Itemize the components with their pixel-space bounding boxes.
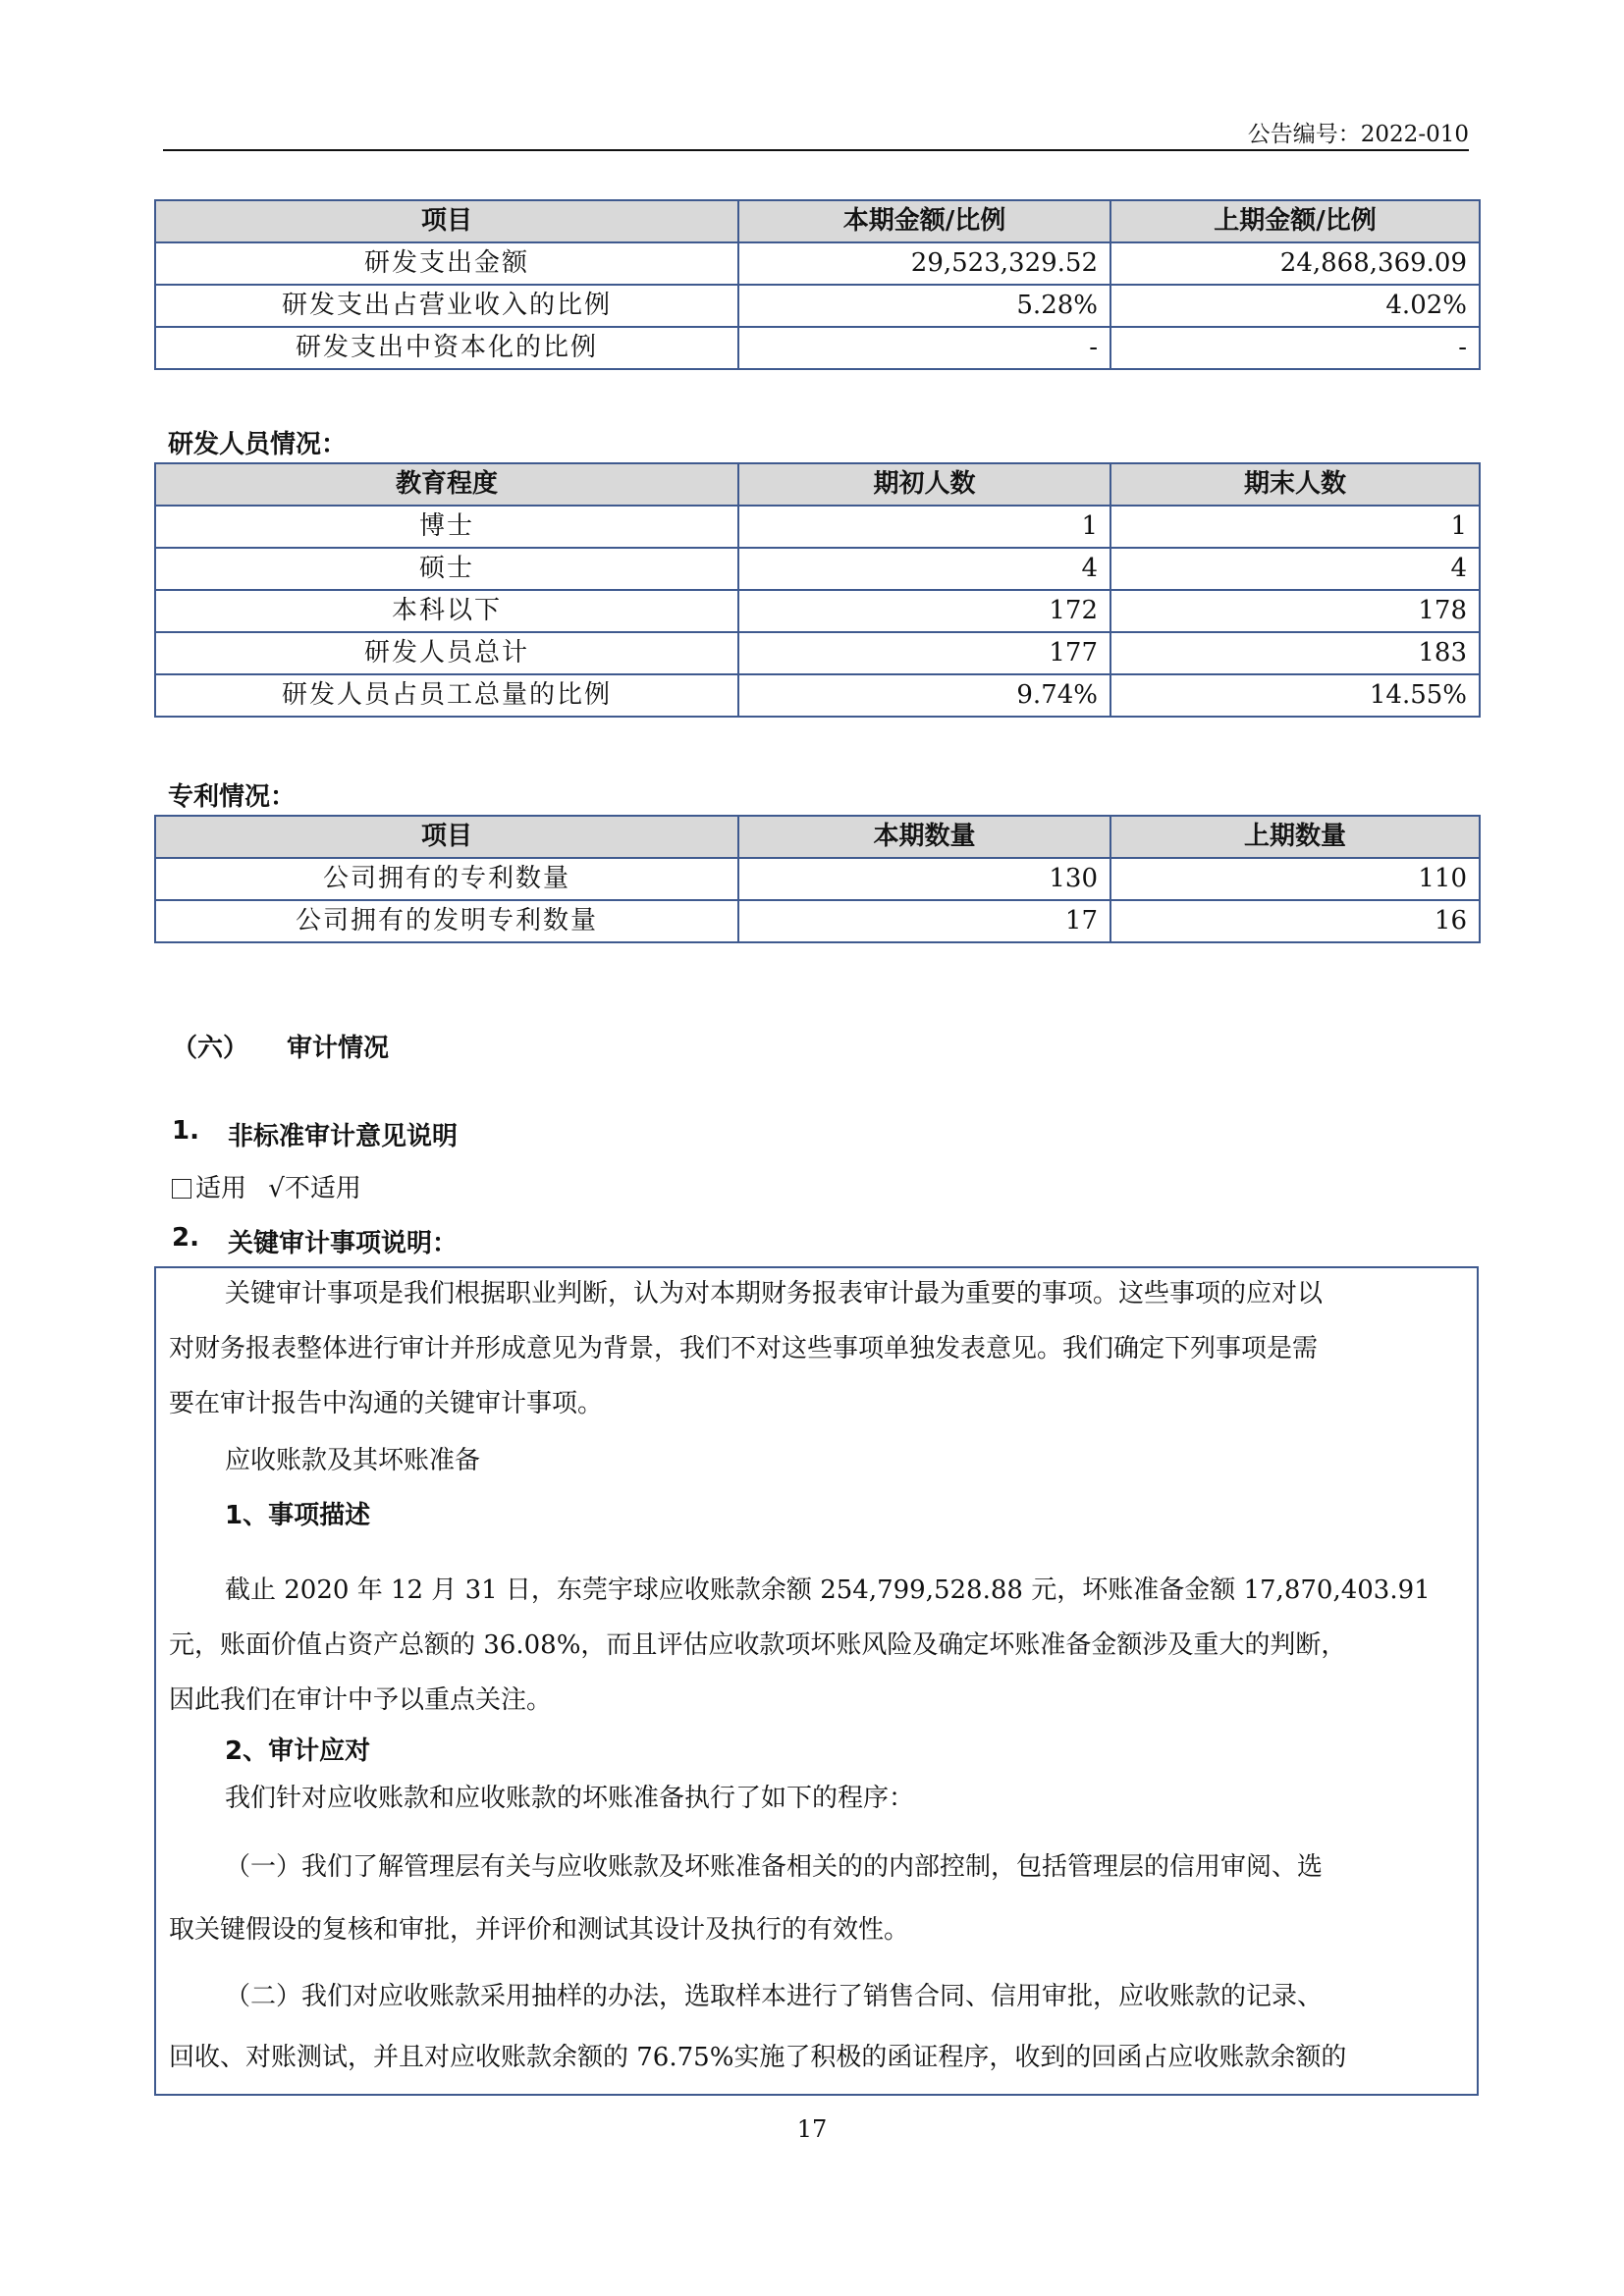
column-header: 期末人数 [1110, 463, 1480, 506]
header-divider [163, 149, 1469, 151]
item2-title: 关键审计事项说明： [228, 1229, 459, 1258]
applicable-label: 适用 [195, 1174, 247, 1203]
applicability-options [172, 1168, 361, 1204]
key-audit-intro [169, 1266, 1468, 1543]
text-line: 因此我们在审计中予以重点关注。 [169, 1685, 553, 1715]
opening-count: 1 [738, 506, 1110, 548]
table-header-row [155, 200, 1480, 242]
closing-count: 178 [1110, 590, 1480, 632]
row-label: 研发支出金额 [155, 242, 738, 285]
rd-expense-table [154, 199, 1481, 370]
current-value: 5.28% [738, 285, 1110, 327]
column-header: 期初人数 [738, 463, 1110, 506]
prior-value: - [1110, 327, 1480, 369]
current-count: 130 [738, 858, 1110, 900]
table-row [155, 242, 1480, 285]
patents-table [154, 815, 1481, 943]
current-count: 17 [738, 900, 1110, 942]
column-header: 上期数量 [1110, 816, 1480, 858]
opening-count: 4 [738, 548, 1110, 590]
column-header: 本期金额/比例 [738, 200, 1110, 242]
prior-count: 110 [1110, 858, 1480, 900]
subheading-description: 1、事项描述 [225, 1501, 371, 1530]
closing-count: 4 [1110, 548, 1480, 590]
column-header: 项目 [155, 200, 738, 242]
announcement-number: 公告编号：2022-010 [1247, 122, 1469, 147]
row-label: 研发支出占营业收入的比例 [155, 285, 738, 327]
text-line: 要在审计报告中沟通的关键审计事项。 [169, 1389, 604, 1418]
text-line: （二）我们对应收账款采用抽样的办法，选取样本进行了销售合同、信用审批，应收账款的记录、 [225, 1982, 1324, 2011]
row-label: 本科以下 [155, 590, 738, 632]
row-label: 公司拥有的发明专利数量 [155, 900, 738, 942]
procedure-2 [169, 1969, 1468, 2085]
table-row [155, 327, 1480, 369]
text-line: 元，账面价值占资产总额的 36.08%，而且评估应收款项坏账风险及确定坏账准备金额涉及重大的判断， [169, 1630, 1347, 1660]
row-label: 研发人员占员工总量的比例 [155, 674, 738, 717]
page-number: 17 [796, 2115, 828, 2143]
section-title: 审计情况 [287, 1034, 390, 1063]
table-row [155, 548, 1480, 590]
column-header: 教育程度 [155, 463, 738, 506]
opening-count: 177 [738, 632, 1110, 674]
checkbox-icon [172, 1179, 191, 1199]
prior-count: 16 [1110, 900, 1480, 942]
section-number: （六） [172, 1034, 249, 1063]
text-line: （一）我们了解管理层有关与应收账款及坏账准备相关的的内部控制，包括管理层的信用审阅、选 [225, 1852, 1324, 1882]
text-line: 截止 2020 年 12 月 31 日，东莞宇球应收账款余额 254,799,528.88 元，坏账准备金额 17,870,403.91 [225, 1575, 1431, 1605]
not-applicable-label: √不适用 [268, 1174, 361, 1203]
column-header: 上期金额/比例 [1110, 200, 1480, 242]
text-line: 回收、对账测试，并且对应收账款余额的 76.75%实施了积极的函证程序，收到的回函占应收账款余额的 [169, 2043, 1347, 2072]
text-line: 对财务报表整体进行审计并形成意见为背景，我们不对这些事项单独发表意见。我们确定下列事项是需 [169, 1334, 1319, 1363]
table-row [155, 590, 1480, 632]
row-label: 硕士 [155, 548, 738, 590]
table-row [155, 285, 1480, 327]
column-header: 本期数量 [738, 816, 1110, 858]
topic-title: 应收账款及其坏账准备 [225, 1446, 481, 1475]
opening-count: 172 [738, 590, 1110, 632]
table-row [155, 858, 1480, 900]
table-row [155, 506, 1480, 548]
response-intro: 我们针对应收账款和应收账款的坏账准备执行了如下的程序： [225, 1784, 915, 1813]
matter-description [169, 1563, 1468, 1826]
table-header-row [155, 816, 1480, 858]
text-line: 关键审计事项是我们根据职业判断，认为对本期财务报表审计最为重要的事项。这些事项的应对以 [225, 1279, 1324, 1308]
table-header-row [155, 463, 1480, 506]
table-row [155, 632, 1480, 674]
rd-staff-table [154, 462, 1481, 718]
item1-number: 1. [172, 1116, 199, 1146]
prior-value: 4.02% [1110, 285, 1480, 327]
subheading-response: 2、审计应对 [225, 1736, 371, 1766]
table-row [155, 900, 1480, 942]
row-label: 研发支出中资本化的比例 [155, 327, 738, 369]
prior-value: 24,868,369.09 [1110, 242, 1480, 285]
row-label: 博士 [155, 506, 738, 548]
row-label: 公司拥有的专利数量 [155, 858, 738, 900]
item1-title: 非标准审计意见说明 [228, 1122, 459, 1151]
current-value: - [738, 327, 1110, 369]
table-row [155, 674, 1480, 717]
opening-count: 9.74% [738, 674, 1110, 717]
row-label: 研发人员总计 [155, 632, 738, 674]
rd-staff-label: 研发人员情况： [168, 430, 348, 459]
closing-count: 1 [1110, 506, 1480, 548]
current-value: 29,523,329.52 [738, 242, 1110, 285]
item2-number: 2. [172, 1223, 199, 1253]
procedure-1 [169, 1840, 1468, 1957]
text-line: 取关键假设的复核和审批，并评价和测试其设计及执行的有效性。 [169, 1915, 910, 1945]
column-header: 项目 [155, 816, 738, 858]
closing-count: 183 [1110, 632, 1480, 674]
patents-label: 专利情况： [168, 782, 297, 812]
closing-count: 14.55% [1110, 674, 1480, 717]
